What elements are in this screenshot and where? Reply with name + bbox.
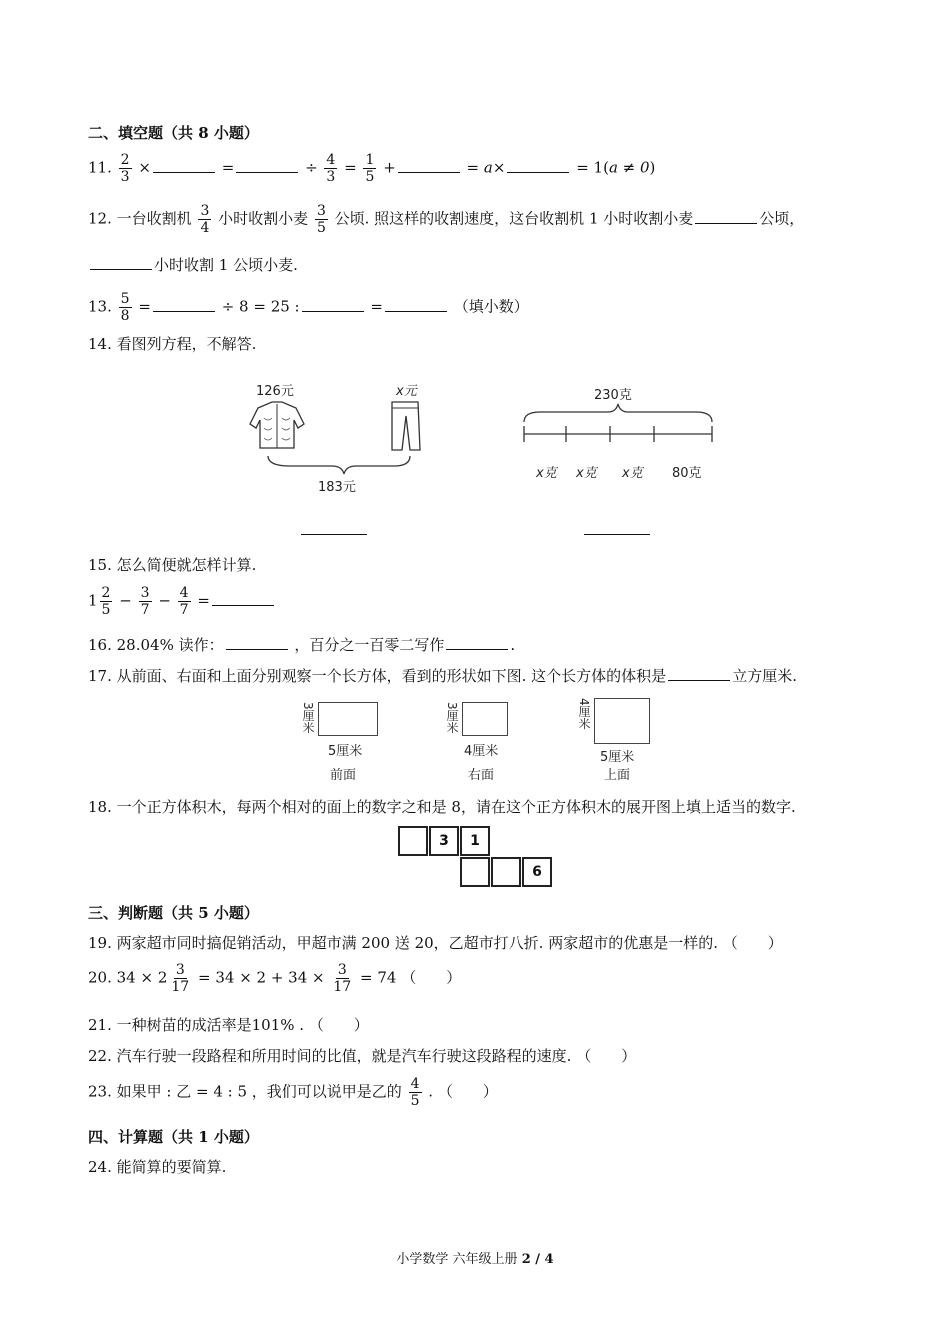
question-number: 15. (88, 556, 112, 574)
cube-net (398, 826, 558, 890)
question-number: 13. (88, 297, 112, 316)
fraction: $\frac{3}{4}$ (200, 203, 210, 236)
front-bottom-label: 5厘米 (328, 744, 363, 759)
question-18: 18. 一个正方体积木，每两个相对的面上的数字之和是 8，请在这个正方体积木的展开图上填上适当的数字. (88, 798, 796, 816)
answer-blank[interactable] (90, 255, 152, 270)
question-15-expression: 1 $\frac{2}{5}$ − $\frac{3}{7}$ − $\frac{4}{7}$ = (88, 585, 276, 618)
question-13: 13. $\frac{5}{8}$ = ÷ 8 = 25 : = （填小数） (88, 291, 529, 324)
answer-blank[interactable] (226, 635, 288, 650)
question-23: 23. 如果甲 : 乙 = 4 : 5 ，我们可以说甲是乙的 $\frac{4}{5}$ . （ ） (88, 1076, 498, 1109)
fraction: $\frac{3}{7}$ (140, 585, 150, 618)
question-number: 21. (88, 1016, 112, 1034)
top-side-label: 4厘米 (577, 698, 591, 730)
question-number: 23. (88, 1082, 112, 1101)
question-12-line2: 小时收割 1 公顷小麦. (88, 254, 298, 275)
fraction: $\frac{4}{5}$ (410, 1076, 420, 1109)
question-number: 12. (88, 209, 112, 228)
question-number: 11. (88, 158, 112, 177)
pants-price: x元 (396, 384, 417, 399)
footer-subject: 小学数学 六年级上册 (396, 1252, 518, 1267)
fraction: $\frac{4}{7}$ (179, 585, 189, 618)
fraction: $\frac{3}{17}$ (333, 962, 352, 995)
fraction: $\frac{3}{17}$ (171, 962, 190, 995)
question-22: 22. 汽车行驶一段路程和所用时间的比值，就是汽车行驶这段路程的速度. （ ） (88, 1047, 637, 1065)
question-number: 14. (88, 335, 112, 353)
question-number: 24. (88, 1158, 112, 1176)
question-number: 19. (88, 934, 112, 952)
fraction: $\frac{3}{5}$ (316, 203, 326, 236)
net-cell-6: 6 (522, 857, 552, 887)
net-cell-1: 1 (460, 826, 490, 856)
total-price: 183元 (318, 480, 356, 495)
section-fill-heading: 二、填空题（共 8 小题） (88, 124, 259, 142)
answer-blank[interactable] (695, 209, 757, 224)
answer-blank[interactable] (385, 297, 447, 312)
weight-segment-figure (520, 382, 720, 492)
section-calc-heading: 四、计算题（共 1 小题） (88, 1128, 259, 1146)
question-19: 19. 两家超市同时搞促销活动，甲超市满 200 送 20，乙超市打八折. 两家超市的优惠是一样的. （ ） (88, 934, 783, 952)
answer-paren[interactable]: （ ） (437, 1082, 498, 1101)
fraction: $\frac{4}{3}$ (326, 152, 336, 185)
answer-blank[interactable] (398, 158, 460, 173)
sweater-pants-figure (240, 378, 440, 498)
segment-label: x克 (622, 466, 643, 481)
question-number: 22. (88, 1047, 112, 1065)
answer-paren[interactable]: （ ） (308, 1016, 369, 1034)
answer-paren[interactable]: （ ） (576, 1047, 637, 1065)
question-21: 21. 一种树苗的成活率是101% . （ ） (88, 1016, 369, 1034)
right-view-rect (462, 702, 508, 736)
net-cell-3: 3 (429, 826, 459, 856)
answer-blank[interactable] (446, 635, 508, 650)
answer-blank[interactable] (668, 666, 730, 681)
fraction: $\frac{1}{5}$ (365, 152, 375, 185)
right-bottom-label: 4厘米 (464, 744, 499, 759)
front-view-rect (318, 702, 378, 736)
front-side-label: 3厘米 (301, 702, 315, 734)
section-judge-heading: 三、判断题（共 5 小题） (88, 904, 259, 922)
question-14: 14. 看图列方程，不解答. (88, 335, 257, 353)
right-side-label: 3厘米 (445, 702, 459, 734)
question-number: 16. (88, 636, 112, 654)
answer-blank[interactable] (153, 158, 215, 173)
question-11: 11. $\frac{2}{3}$ × = ÷ $\frac{4}{3}$ = $\frac{1}{5}$ + = a× = 1(a ≠ 0) (88, 152, 656, 185)
top-view-rect (594, 698, 650, 744)
fraction: $\frac{2}{3}$ (120, 152, 130, 185)
question-number: 17. (88, 667, 112, 685)
segment-label: x克 (576, 466, 597, 481)
question-12: 12. 一台收割机 $\frac{3}{4}$ 小时收割小麦 $\frac{3}{5}$ 公顷. 照这样的收割速度，这台收割机 1 小时收割小麦 公顷， (88, 203, 805, 236)
answer-line-right[interactable] (584, 534, 650, 535)
answer-blank[interactable] (212, 591, 274, 606)
question-20: 20. 34 × 2 $\frac{3}{17}$ = 34 × 2 + 34 × $\frac{3}{17}$ = 74 （ ） (88, 962, 462, 995)
fraction: $\frac{5}{8}$ (120, 291, 130, 324)
question-15: 15. 怎么简便就怎样计算. (88, 556, 257, 574)
cuboid-views-figure (300, 696, 660, 786)
answer-paren[interactable]: （ ） (722, 934, 783, 952)
top-bottom-label: 5厘米 (600, 750, 635, 765)
fraction: $\frac{2}{5}$ (101, 585, 111, 618)
net-cell-empty[interactable] (398, 826, 428, 856)
net-cell-empty[interactable] (460, 857, 490, 887)
question-number: 20. (88, 968, 112, 987)
total-weight: 230克 (594, 388, 632, 403)
answer-blank[interactable] (153, 297, 215, 312)
sweater-price: 126元 (256, 384, 294, 399)
question-number: 18. (88, 798, 112, 816)
front-view-name: 前面 (330, 768, 357, 783)
answer-blank[interactable] (236, 158, 298, 173)
right-view-name: 右面 (468, 768, 495, 783)
page-footer (0, 1248, 950, 1267)
answer-blank[interactable] (507, 158, 569, 173)
question-17: 17. 从前面、右面和上面分别观察一个长方体，看到的形状如下图. 这个长方体的体积是 立方厘米. (88, 667, 797, 685)
top-view-name: 上面 (604, 768, 631, 783)
segment-label: x克 (536, 466, 557, 481)
page-number: 2 / 4 (521, 1252, 554, 1267)
net-cell-empty[interactable] (491, 857, 521, 887)
answer-blank[interactable] (302, 297, 364, 312)
answer-line-left[interactable] (301, 534, 367, 535)
question-24: 24. 能简算的要简算. (88, 1158, 227, 1176)
answer-paren[interactable]: （ ） (401, 968, 462, 987)
question-16: 16. 28.04% 读作： ，百分之一百零二写作 . (88, 636, 516, 654)
segment-label: 80克 (672, 466, 702, 481)
